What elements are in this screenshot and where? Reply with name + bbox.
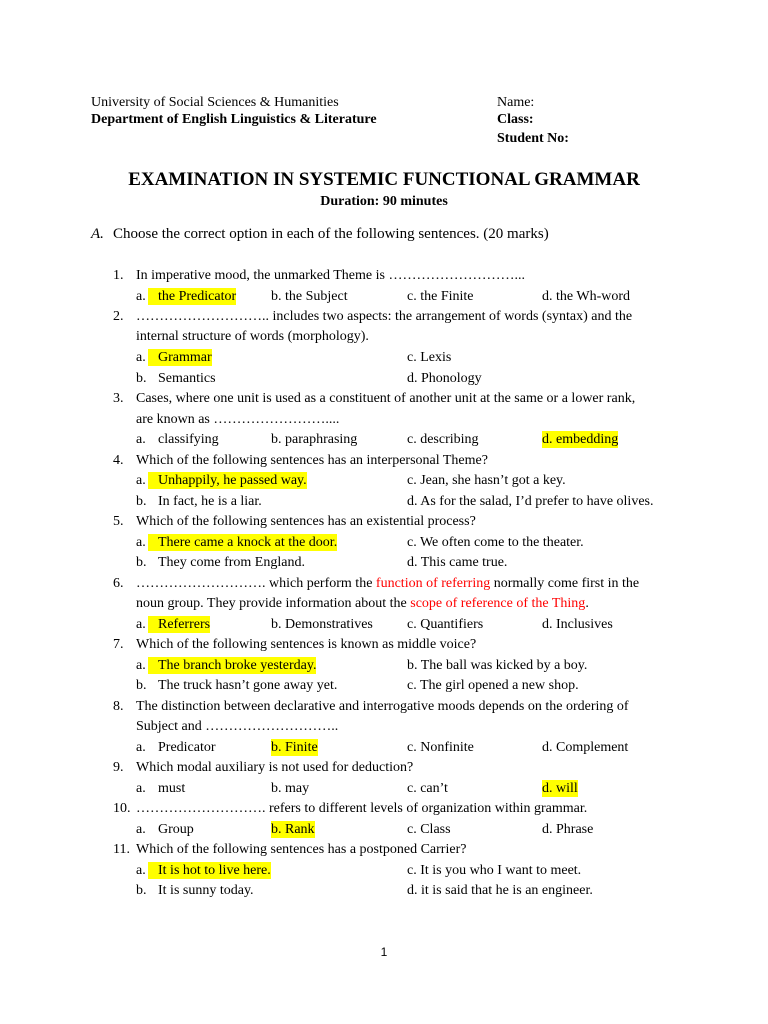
option-c: c. Jean, she hasn’t got a key. [407,473,566,488]
option-d: d. Complement [542,740,629,755]
question-number: 7. [113,637,124,652]
name-label: Name: [497,95,535,110]
question-text: In imperative mood, the unmarked Theme is ………………………... [136,268,525,283]
option-d-highlighted: d. will [542,781,578,796]
option-marker: a. [136,473,146,488]
option-marker: a. [136,658,146,673]
text-segment: normally come first in the [490,576,640,591]
option-a-highlighted: It is hot to live here. [148,862,271,879]
class-label: Class: [497,112,534,127]
option-marker: a. [136,740,146,755]
option-a-highlighted: the Predicator [148,288,236,305]
question-number: 8. [113,699,124,714]
question-text-line-2: internal structure of words (morphology). [136,329,369,344]
option-b: Semantics [158,371,216,386]
option-d: d. the Wh-word [542,289,630,304]
option-c: c. the Finite [407,289,474,304]
option-a: classifying [158,432,219,447]
option-a-highlighted: Unhappily, he passed way. [148,472,307,489]
option-d: d. Phrase [542,822,594,837]
option-marker: b. [136,555,147,570]
option-c: c. Quantifiers [407,617,484,632]
question-text-line-2: Subject and ……………………….. [136,719,339,734]
option-a-highlighted: There came a knock at the door. [148,534,337,551]
option-c: b. The ball was kicked by a boy. [407,658,588,673]
option-d: d. Phonology [407,371,482,386]
option-marker: a. [136,535,146,550]
option-d-highlighted: d. embedding [542,432,619,447]
question-number: 9. [113,760,124,775]
option-c: c. Class [407,822,451,837]
exam-title: EXAMINATION IN SYSTEMIC FUNCTIONAL GRAMMAR [128,169,640,190]
question-number: 3. [113,391,124,406]
option-d: c. The girl opened a new shop. [407,678,579,693]
question-number: 2. [113,309,124,324]
option-b: b. the Subject [271,289,348,304]
option-d: d. Inclusives [542,617,613,632]
option-marker: b. [136,883,147,898]
text-segment: ………………………. which perform the [136,576,376,591]
option-c: c. It is you who I want to meet. [407,863,582,878]
question-text: Which modal auxiliary is not used for deduction? [136,760,414,775]
question-number: 1. [113,268,124,283]
option-a: Group [158,822,194,837]
option-marker: a. [136,781,146,796]
question-number: 10. [113,801,131,816]
option-c: c. Nonfinite [407,740,474,755]
exam-duration: Duration: 90 minutes [320,194,448,209]
option-marker: a. [136,350,146,365]
option-c: c. describing [407,432,479,447]
question-text: Which of the following sentences has an interpersonal Theme? [136,453,488,468]
red-emphasis: scope of reference of the Thing [410,596,586,611]
text-segment: . [585,596,589,611]
question-text-line-2: are known as …………………….... [136,412,340,427]
question-text: Which of the following sentences is known as middle voice? [136,637,477,652]
option-a-highlighted: The branch broke yesterday. [148,657,316,674]
option-marker: a. [136,822,146,837]
option-d: d. As for the salad, I’d prefer to have olives. [407,494,654,509]
university-name: University of Social Sciences & Humanities [91,95,339,110]
option-a-highlighted: Referrers [148,616,210,633]
question-text: ………………………. refers to different levels of organization within grammar. [136,801,588,816]
option-marker: b. [136,494,147,509]
option-d: d. This came true. [407,555,508,570]
option-b: In fact, he is a liar. [158,494,262,509]
option-marker: a. [136,289,146,304]
question-text-line-1: ……………………….. includes two aspects: the arrangement of words (syntax) and the [136,309,633,324]
option-a: Predicator [158,740,216,755]
option-c: c. Lexis [407,350,452,365]
section-letter: A. [91,226,104,242]
option-marker: b. [136,371,147,386]
option-b: b. may [271,781,310,796]
option-a: must [158,781,186,796]
option-a-highlighted: Grammar [148,349,212,366]
question-text-line-1: The distinction between declarative and interrogative moods depends on the ordering of [136,699,629,714]
option-b: It is sunny today. [158,883,254,898]
question-text-line-1: Cases, where one unit is used as a constituent of another unit at the same or a lower rank, [136,391,636,406]
option-b: b. Demonstratives [271,617,373,632]
option-b: b. paraphrasing [271,432,358,447]
option-marker: a. [136,617,146,632]
option-b-highlighted: b. Rank [271,822,315,837]
option-c: c. can’t [407,781,448,796]
student-no-label: Student No: [497,131,569,146]
option-marker: b. [136,678,147,693]
question-number: 6. [113,576,124,591]
option-b: They come from England. [158,555,305,570]
red-emphasis: function of referring [375,576,491,591]
section-instruction: Choose the correct option in each of the following sentences. (20 marks) [113,226,549,242]
question-text-line-1 [136,575,639,592]
page-number: 1 [380,945,388,959]
option-marker: a. [136,432,146,447]
question-number: 11. [113,842,130,857]
option-b-highlighted: b. Finite [271,740,318,755]
question-text-line-2 [136,595,589,612]
department-name: Department of English Linguistics & Literature [91,112,377,127]
option-b: The truck hasn’t gone away yet. [158,678,338,693]
question-text: Which of the following sentences has a postponed Carrier? [136,842,467,857]
option-d: d. it is said that he is an engineer. [407,883,593,898]
question-text: Which of the following sentences has an existential process? [136,514,476,529]
question-number: 4. [113,453,124,468]
option-c: c. We often come to the theater. [407,535,584,550]
question-number: 5. [113,514,124,529]
text-segment: noun group. They provide information about the [136,596,411,611]
option-marker: a. [136,863,146,878]
